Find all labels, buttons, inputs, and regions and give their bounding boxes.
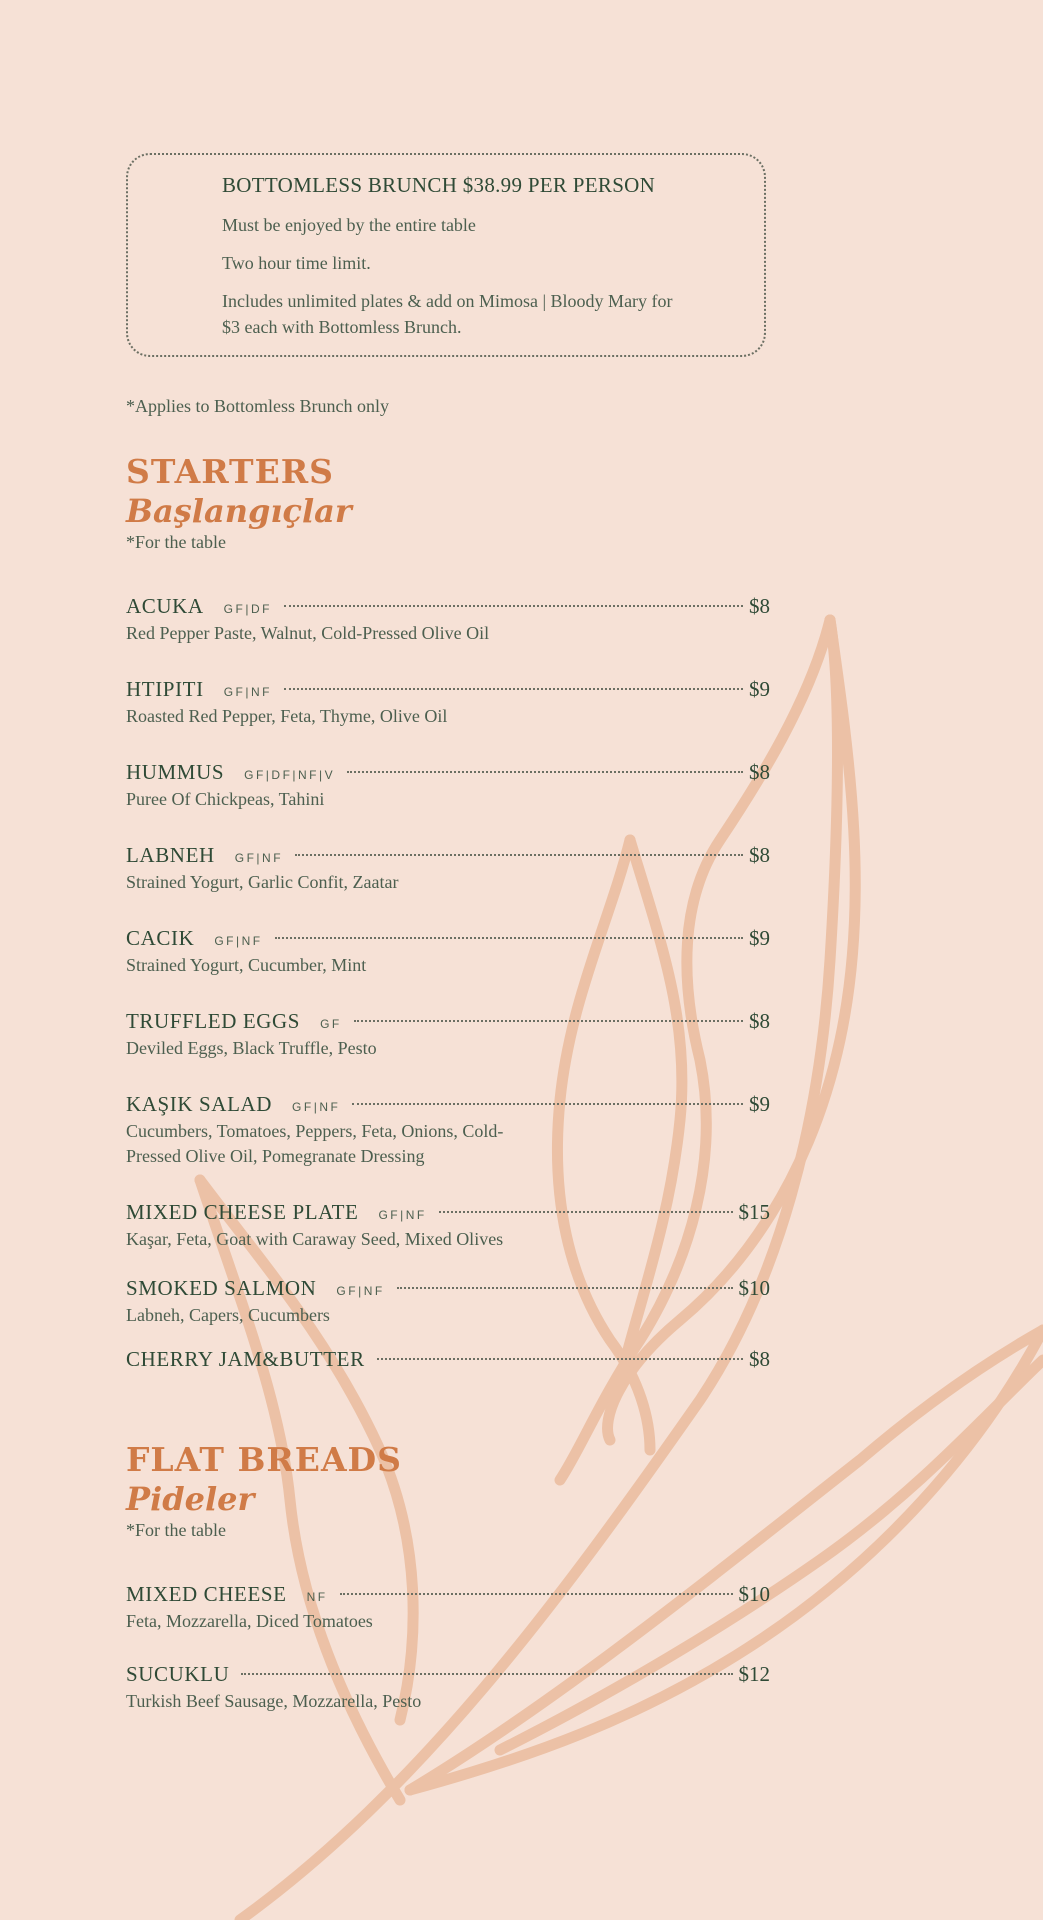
notice-title: BOTTOMLESS BRUNCH $38.99 PER PERSON (222, 173, 656, 197)
menu-item (126, 1276, 770, 1328)
menu-item (126, 1662, 770, 1714)
dot-leader (275, 937, 743, 939)
item-description: Turkish Beef Sausage, Mozzarella, Pesto (126, 1691, 422, 1711)
menu-item (126, 1092, 770, 1169)
dot-leader (354, 1020, 743, 1022)
item-description: Labneh, Capers, Cucumbers (126, 1305, 330, 1325)
item-price: $8 (749, 594, 770, 618)
item-tags: GF (320, 1017, 342, 1031)
dot-leader (284, 688, 743, 690)
starters-subtitle: Başlangıçlar (126, 492, 352, 530)
item-name: TRUFFLED EGGS (126, 1009, 301, 1033)
menu-item (126, 677, 770, 729)
dot-leader (377, 1358, 743, 1360)
bottomless-brunch-notice (126, 153, 766, 357)
item-price: $15 (738, 1200, 770, 1224)
item-tags: GF|DF|NF|V (244, 768, 336, 782)
item-name: HTIPITI (126, 677, 204, 701)
dot-leader (241, 1673, 732, 1675)
item-name: ACUKA (126, 594, 204, 618)
item-description: Red Pepper Paste, Walnut, Cold-Pressed Olive Oil (126, 623, 490, 643)
item-price: $12 (738, 1662, 770, 1686)
item-name: SMOKED SALMON (126, 1276, 317, 1300)
menu-item (126, 760, 770, 812)
item-description: Feta, Mozzarella, Diced Tomatoes (126, 1611, 373, 1631)
item-description: Roasted Red Pepper, Feta, Thyme, Olive Oil (126, 706, 448, 726)
item-tags: GF|NF (292, 1100, 341, 1114)
starters-note: *For the table (126, 532, 226, 552)
item-name: CACIK (126, 926, 195, 950)
menu-item (126, 1200, 770, 1252)
item-name: MIXED CHEESE PLATE (126, 1200, 359, 1224)
item-name: CHERRY JAM&BUTTER (126, 1347, 365, 1371)
item-price: $8 (749, 843, 770, 867)
item-price: $8 (749, 1347, 770, 1371)
item-tags: GF|NF (336, 1284, 385, 1298)
item-name: HUMMUS (126, 760, 225, 784)
item-price: $9 (749, 677, 770, 701)
dot-leader (352, 1103, 743, 1105)
notice-line: Two hour time limit. (222, 253, 371, 273)
flatbreads-title: FLAT BREADS (126, 1440, 402, 1479)
menu-item (126, 843, 770, 895)
item-name: SUCUKLU (126, 1662, 230, 1686)
item-description: Cucumbers, Tomatoes, Peppers, Feta, Onions, Cold-Pressed Olive Oil, Pomegranate Dressing (126, 1121, 504, 1166)
item-name: KAŞIK SALAD (126, 1092, 273, 1116)
item-tags: GF|NF (234, 851, 284, 865)
item-tags: NF (306, 1590, 328, 1604)
flatbreads-subtitle: Pideler (126, 1480, 255, 1518)
item-price: $8 (749, 760, 770, 784)
item-name: LABNEH (126, 843, 215, 867)
dot-leader (347, 771, 743, 773)
item-price: $8 (749, 1009, 770, 1033)
notice-line: Must be enjoyed by the entire table (222, 215, 476, 235)
menu-item (126, 926, 770, 978)
menu-item (126, 1347, 770, 1372)
menu-item (126, 1009, 770, 1061)
item-tags: GF|DF (223, 602, 272, 616)
applies-note: *Applies to Bottomless Brunch only (126, 396, 389, 416)
dot-leader (284, 605, 743, 607)
item-price: $10 (738, 1582, 770, 1606)
item-description: Kaşar, Feta, Goat with Caraway Seed, Mixed Olives (126, 1229, 504, 1249)
item-price: $9 (749, 1092, 770, 1116)
item-tags: GF|NF (223, 685, 272, 699)
dot-leader (295, 854, 743, 856)
item-description: Strained Yogurt, Cucumber, Mint (126, 955, 367, 975)
item-tags: GF|NF (214, 934, 263, 948)
flatbreads-note: *For the table (126, 1520, 226, 1540)
item-price: $9 (749, 926, 770, 950)
menu-item (126, 594, 770, 646)
item-description: Deviled Eggs, Black Truffle, Pesto (126, 1038, 377, 1058)
item-description: Puree Of Chickpeas, Tahini (126, 789, 325, 809)
menu-item (126, 1582, 770, 1634)
item-description: Strained Yogurt, Garlic Confit, Zaatar (126, 872, 399, 892)
item-price: $10 (738, 1276, 770, 1300)
starters-title: STARTERS (126, 452, 334, 491)
dot-leader (340, 1593, 733, 1595)
item-name: MIXED CHEESE (126, 1582, 287, 1606)
item-tags: GF|NF (378, 1208, 427, 1222)
dot-leader (439, 1211, 733, 1213)
notice-line: Includes unlimited plates & add on Mimosa | Bloody Mary for $3 each with Bottomless Brunch. (222, 291, 673, 337)
dot-leader (397, 1287, 733, 1289)
